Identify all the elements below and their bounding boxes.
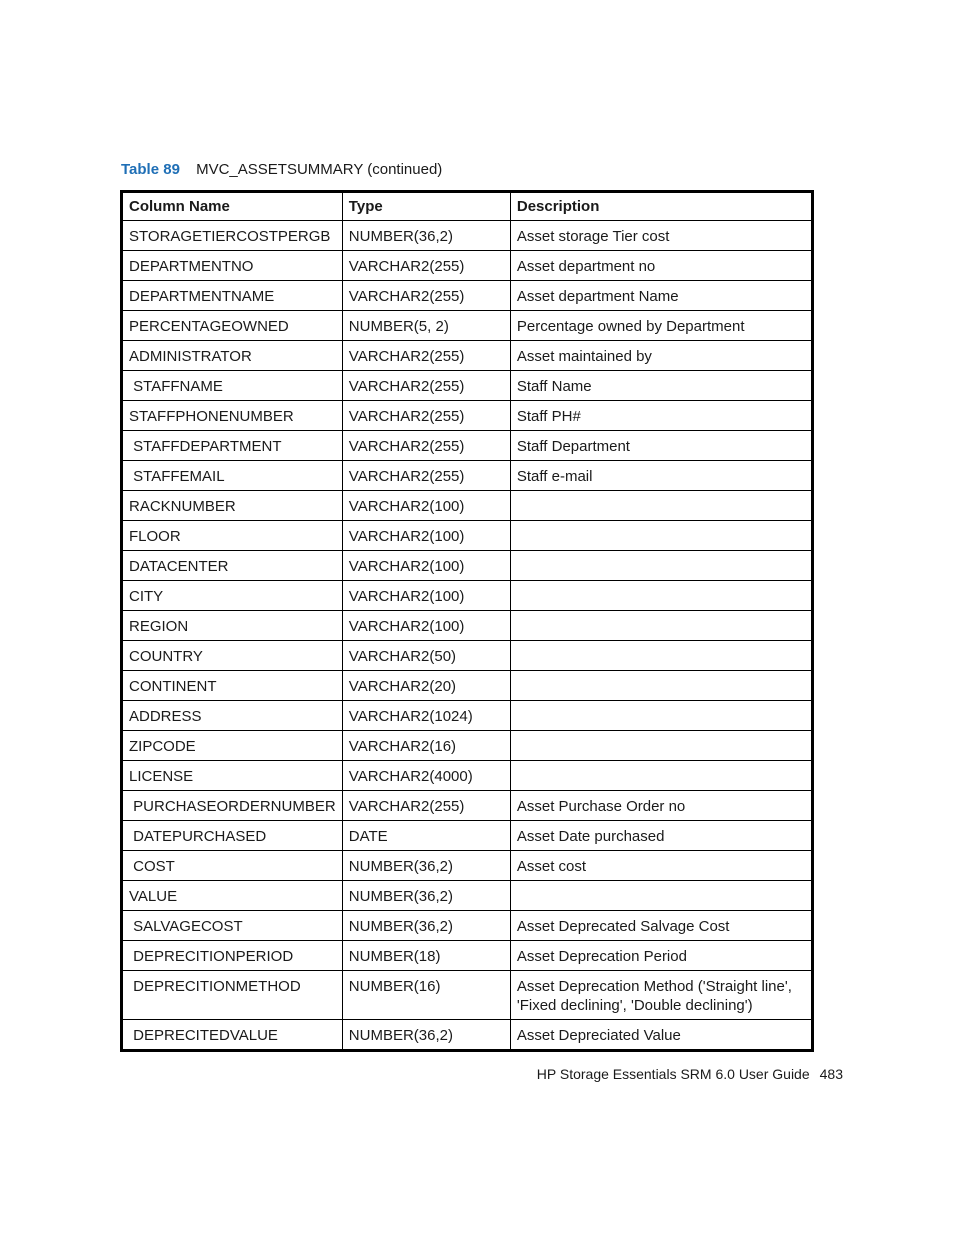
table-row <box>122 911 813 941</box>
cell-description: Asset Depreciated Value <box>510 1020 812 1051</box>
cell-description <box>510 611 812 641</box>
table-row <box>122 791 813 821</box>
cell-column-name: DEPARTMENTNO <box>122 251 343 281</box>
table-row <box>122 971 813 1020</box>
header-description: Description <box>510 192 812 221</box>
table-row <box>122 221 813 251</box>
cell-description <box>510 761 812 791</box>
table-row <box>122 401 813 431</box>
cell-column-name: DATACENTER <box>122 551 343 581</box>
table-caption <box>121 161 442 178</box>
cell-column-name: SALVAGECOST <box>122 911 343 941</box>
cell-type: VARCHAR2(255) <box>342 431 510 461</box>
cell-column-name: VALUE <box>122 881 343 911</box>
table-row <box>122 761 813 791</box>
cell-description: Asset Deprecated Salvage Cost <box>510 911 812 941</box>
cell-column-name: PERCENTAGEOWNED <box>122 311 343 341</box>
cell-description: Asset storage Tier cost <box>510 221 812 251</box>
table-row <box>122 641 813 671</box>
cell-column-name: STORAGETIERCOSTPERGB <box>122 221 343 251</box>
table-row <box>122 941 813 971</box>
cell-column-name: FLOOR <box>122 521 343 551</box>
table-title: MVC_ASSETSUMMARY (continued) <box>196 161 443 178</box>
cell-column-name: STAFFPHONENUMBER <box>122 401 343 431</box>
cell-column-name: DEPRECITIONMETHOD <box>122 971 343 1020</box>
table-row <box>122 821 813 851</box>
cell-column-name: COST <box>122 851 343 881</box>
cell-type: NUMBER(36,2) <box>342 851 510 881</box>
cell-column-name: DEPRECITIONPERIOD <box>122 941 343 971</box>
cell-column-name: REGION <box>122 611 343 641</box>
cell-column-name: STAFFDEPARTMENT <box>122 431 343 461</box>
guide-title: HP Storage Essentials SRM 6.0 User Guide <box>536 1066 810 1082</box>
table-row <box>122 431 813 461</box>
table-row <box>122 671 813 701</box>
cell-type: NUMBER(36,2) <box>342 881 510 911</box>
cell-description: Asset maintained by <box>510 341 812 371</box>
cell-column-name: DEPARTMENTNAME <box>122 281 343 311</box>
cell-column-name: LICENSE <box>122 761 343 791</box>
cell-column-name: RACKNUMBER <box>122 491 343 521</box>
cell-type: VARCHAR2(1024) <box>342 701 510 731</box>
table-row <box>122 341 813 371</box>
cell-type: NUMBER(36,2) <box>342 221 510 251</box>
cell-type: VARCHAR2(255) <box>342 461 510 491</box>
cell-description <box>510 521 812 551</box>
cell-description: Staff e-mail <box>510 461 812 491</box>
cell-column-name: DATEPURCHASED <box>122 821 343 851</box>
page-footer <box>537 1066 843 1082</box>
cell-type: NUMBER(5, 2) <box>342 311 510 341</box>
table-row <box>122 521 813 551</box>
cell-type: VARCHAR2(255) <box>342 341 510 371</box>
cell-description: Asset department no <box>510 251 812 281</box>
cell-description <box>510 551 812 581</box>
cell-type: VARCHAR2(100) <box>342 581 510 611</box>
table-row <box>122 281 813 311</box>
cell-column-name: CONTINENT <box>122 671 343 701</box>
header-column-name: Column Name <box>122 192 343 221</box>
cell-description: Asset Purchase Order no <box>510 791 812 821</box>
header-type: Type <box>342 192 510 221</box>
cell-description <box>510 671 812 701</box>
table-header-row <box>122 192 813 221</box>
cell-type: VARCHAR2(255) <box>342 251 510 281</box>
cell-column-name: CITY <box>122 581 343 611</box>
cell-type: VARCHAR2(100) <box>342 491 510 521</box>
table-row <box>122 731 813 761</box>
page-number: 483 <box>819 1066 843 1082</box>
table-row <box>122 701 813 731</box>
cell-description: Asset Deprecation Method ('Straight line', 'Fixed declining', 'Double declining') <box>510 971 812 1020</box>
cell-description: Staff Name <box>510 371 812 401</box>
cell-type: VARCHAR2(255) <box>342 791 510 821</box>
cell-column-name: ADMINISTRATOR <box>122 341 343 371</box>
table-row <box>122 311 813 341</box>
cell-type: VARCHAR2(50) <box>342 641 510 671</box>
table-row <box>122 611 813 641</box>
table-row <box>122 461 813 491</box>
cell-type: NUMBER(36,2) <box>342 1020 510 1051</box>
cell-type: VARCHAR2(100) <box>342 521 510 551</box>
cell-type: NUMBER(16) <box>342 971 510 1020</box>
cell-description: Asset Date purchased <box>510 821 812 851</box>
cell-description <box>510 641 812 671</box>
table-row <box>122 491 813 521</box>
cell-column-name: STAFFEMAIL <box>122 461 343 491</box>
cell-description <box>510 581 812 611</box>
cell-column-name: DEPRECITEDVALUE <box>122 1020 343 1051</box>
table-row <box>122 551 813 581</box>
cell-column-name: PURCHASEORDERNUMBER <box>122 791 343 821</box>
cell-description: Percentage owned by Department <box>510 311 812 341</box>
column-spec-table <box>120 190 814 1052</box>
cell-column-name: STAFFNAME <box>122 371 343 401</box>
cell-type: DATE <box>342 821 510 851</box>
cell-column-name: ADDRESS <box>122 701 343 731</box>
table-row <box>122 1020 813 1051</box>
table-row <box>122 371 813 401</box>
cell-type: VARCHAR2(100) <box>342 611 510 641</box>
cell-description <box>510 881 812 911</box>
cell-type: VARCHAR2(255) <box>342 281 510 311</box>
cell-type: NUMBER(18) <box>342 941 510 971</box>
cell-description: Staff PH# <box>510 401 812 431</box>
cell-description <box>510 701 812 731</box>
cell-type: VARCHAR2(100) <box>342 551 510 581</box>
table-row <box>122 581 813 611</box>
cell-description: Asset Deprecation Period <box>510 941 812 971</box>
cell-description: Asset cost <box>510 851 812 881</box>
cell-description: Asset department Name <box>510 281 812 311</box>
table-body <box>122 221 813 1051</box>
cell-type: VARCHAR2(255) <box>342 401 510 431</box>
cell-description <box>510 731 812 761</box>
cell-column-name: ZIPCODE <box>122 731 343 761</box>
table-row <box>122 851 813 881</box>
cell-description <box>510 491 812 521</box>
cell-type: VARCHAR2(16) <box>342 731 510 761</box>
cell-type: NUMBER(36,2) <box>342 911 510 941</box>
cell-type: VARCHAR2(255) <box>342 371 510 401</box>
cell-type: VARCHAR2(20) <box>342 671 510 701</box>
table-number: Table 89 <box>121 161 180 178</box>
cell-type: VARCHAR2(4000) <box>342 761 510 791</box>
cell-description: Staff Department <box>510 431 812 461</box>
table-row <box>122 881 813 911</box>
cell-column-name: COUNTRY <box>122 641 343 671</box>
table-row <box>122 251 813 281</box>
